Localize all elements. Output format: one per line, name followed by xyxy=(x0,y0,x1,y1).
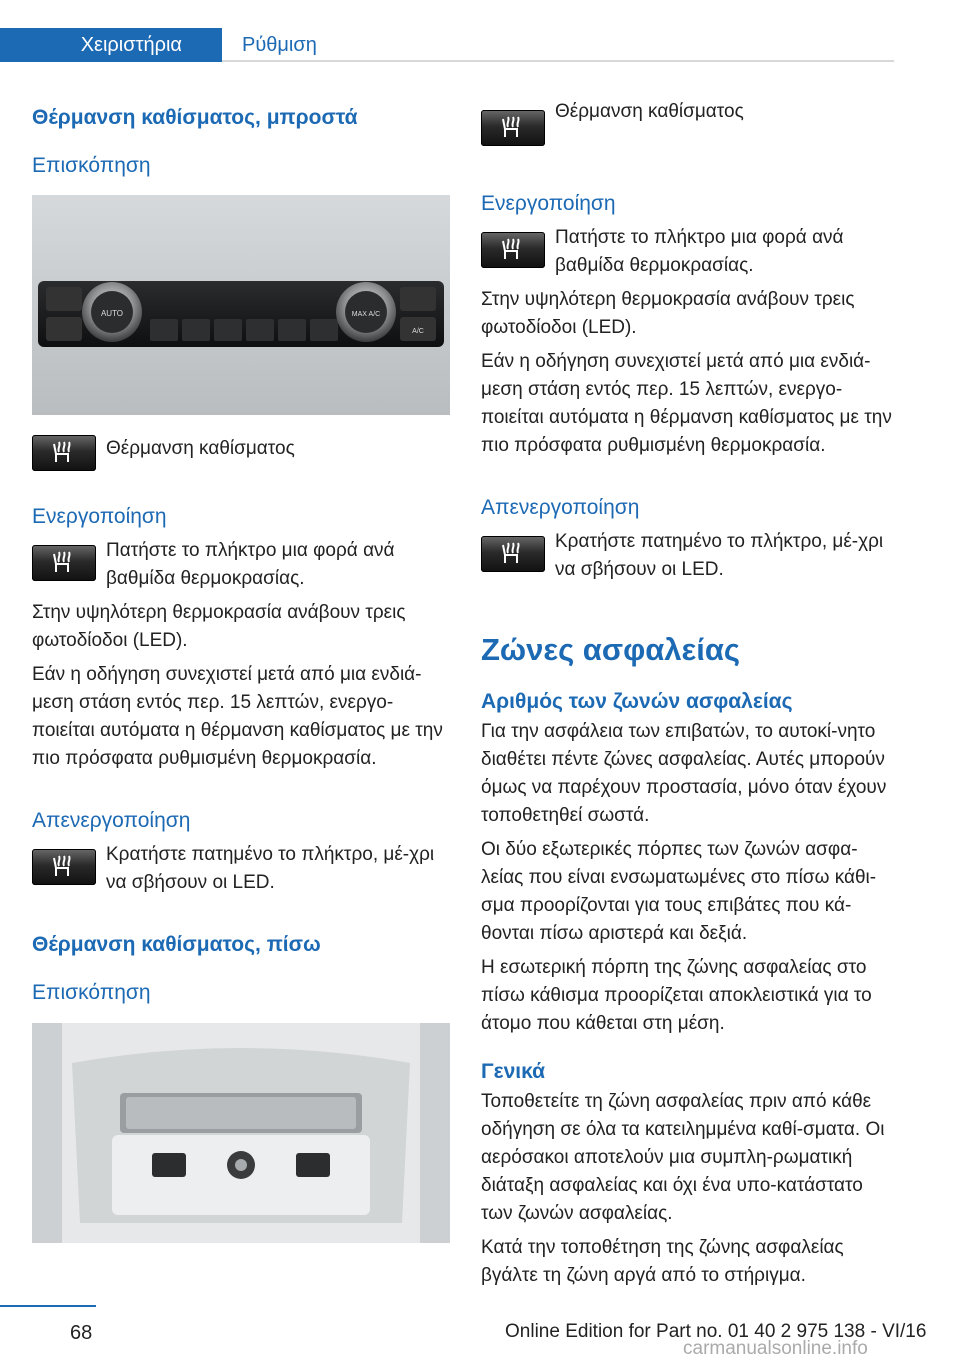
activation-row xyxy=(481,224,899,280)
deactivation-row xyxy=(481,528,899,584)
section-title-number-of-belts: Αριθμός των ζωνών ασφαλείας xyxy=(481,690,793,713)
ac-label: A/C xyxy=(412,328,424,335)
left-column xyxy=(32,106,450,1243)
header xyxy=(0,0,960,62)
paragraph: Στην υψηλότερη θερμοκρασία ανάβουν τρεις φωτοδίοδοι (LED). xyxy=(481,289,855,338)
chapter-title-seat-belts: Ζώνες ασφαλείας xyxy=(481,632,741,667)
subsection-overview: Επισκόπηση xyxy=(32,154,151,177)
seat-heating-label: Θέρμανση καθίσματος xyxy=(106,438,295,459)
tab-controls[interactable]: Χειριστήρια xyxy=(0,28,222,62)
auto-label: AUTO xyxy=(100,309,124,318)
subsection-general: Γενικά xyxy=(481,1060,546,1083)
deactivation-row xyxy=(32,841,450,897)
paragraph: Η εσωτερική πόρπη της ζώνης ασφαλείας στο πίσω κάθισμα προορίζεται αποκλειστικά για το άτομο που κάθεται στη μέση. xyxy=(481,957,872,1034)
subsection-deactivation: Απενεργοποίηση xyxy=(481,496,640,519)
seat-heating-icon xyxy=(32,849,96,885)
seat-heating-key-row xyxy=(32,435,450,471)
climate-panel-photo xyxy=(32,195,450,415)
activation-text: Πατήστε το πλήκτρο μια φορά ανά βαθμίδα θερμοκρασίας. xyxy=(555,227,844,276)
activation-text: Πατήστε το πλήκτρο μια φορά ανά βαθμίδα θερμοκρασίας. xyxy=(106,540,395,589)
deactivation-text: Κρατήστε πατημένο το πλήκτρο, μέ-χρι να σβήσουν οι LED. xyxy=(106,844,435,893)
edition-note: Online Edition for Part no. 01 40 2 975 138 - VI/16 xyxy=(505,1321,927,1342)
page-number: 68 xyxy=(70,1322,93,1344)
paragraph: Εάν η οδήγηση συνεχιστεί μετά από μια ενδιά-μεση στάση εντός περ. 15 λεπτών, ενεργο-ποιείται αυτόματα η θέρμανση καθίσματος με την πιο πρόσφατα ρυθμισμένη θερμοκρασία. xyxy=(481,351,892,456)
deactivation-text: Κρατήστε πατημένο το πλήκτρο, μέ-χρι να σβήσουν οι LED. xyxy=(555,531,884,580)
tab-settings[interactable]: Ρύθμιση xyxy=(242,34,317,56)
rear-console-photo xyxy=(32,1023,450,1243)
subsection-activation: Ενεργοποίηση xyxy=(481,192,616,215)
activation-row xyxy=(32,537,450,593)
subsection-activation: Ενεργοποίηση xyxy=(32,505,167,528)
subsection-deactivation: Απενεργοποίηση xyxy=(32,809,191,832)
paragraph: Οι δύο εξωτερικές πόρπες των ζωνών ασφα-λείας που είναι ενσωματωμένες στο πίσω κάθι-σμα προορίζονται για τους επιβάτες που κά-θονται πίσω αριστερά και δεξιά. xyxy=(481,839,877,944)
seat-heating-icon xyxy=(481,536,545,572)
seat-heating-label: Θέρμανση καθίσματος xyxy=(555,101,744,122)
seat-heating-icon xyxy=(32,435,96,471)
climate-panel-illustration xyxy=(32,195,450,415)
header-rule xyxy=(222,60,894,62)
seat-heating-icon xyxy=(481,110,545,146)
paragraph: Στην υψηλότερη θερμοκρασία ανάβουν τρεις φωτοδίοδοι (LED). xyxy=(32,602,406,651)
seat-heating-icon xyxy=(481,232,545,268)
rear-console-illustration xyxy=(32,1023,450,1243)
section-title-front-seat-heating: Θέρμανση καθίσματος, μπροστά xyxy=(32,106,358,129)
footer-rule xyxy=(0,1305,96,1307)
paragraph: Κατά την τοποθέτηση της ζώνης ασφαλείας βγάλτε τη ζώνη αργά από το στήριγμα. xyxy=(481,1237,844,1286)
paragraph: Εάν η οδήγηση συνεχιστεί μετά από μια ενδιά-μεση στάση εντός περ. 15 λεπτών, ενεργο-ποιείται αυτόματα η θέρμανση καθίσματος με την πιο πρόσφατα ρυθμισμένη θερμοκρασία. xyxy=(32,664,443,769)
max-ac-label: MAX A/C xyxy=(351,311,381,318)
section-title-rear-seat-heating: Θέρμανση καθίσματος, πίσω xyxy=(32,933,321,956)
seat-heating-icon xyxy=(32,545,96,581)
paragraph: Για την ασφάλεια των επιβατών, το αυτοκί-νητο διαθέτει πέντε ζώνες ασφαλείας. Αυτές μπορούν όμως να παρέχουν προστασία, μόνο όταν έχουν τοποθετηθεί σωστά. xyxy=(481,721,887,826)
subsection-overview: Επισκόπηση xyxy=(32,981,151,1004)
seat-heating-key-row xyxy=(481,98,899,146)
right-column xyxy=(481,98,899,1290)
watermark: carmanualsonline.info xyxy=(683,1338,868,1359)
paragraph: Τοποθετείτε τη ζώνη ασφαλείας πριν από κάθε οδήγηση σε όλα τα κατειλημμένα καθί-σματα. Οι αερόσακοι αποτελούν μια συμπλη-ρωματική διάταξη ασφαλείας και όχι ένα υπο-κατάστατο των ζωνών ασφαλείας. xyxy=(481,1091,885,1224)
